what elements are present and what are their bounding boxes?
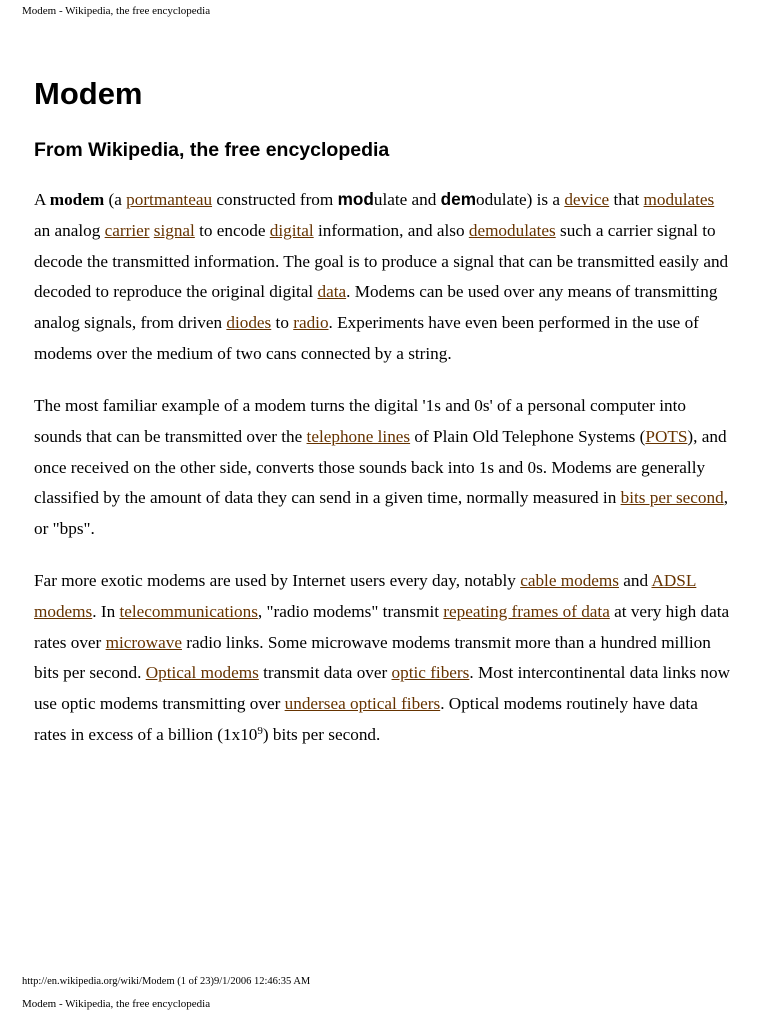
- link-telephone-lines[interactable]: telephone lines: [306, 426, 411, 446]
- link-diodes[interactable]: diodes: [226, 313, 272, 333]
- link-repeating-frames-of-data[interactable]: repeating frames of data: [443, 601, 610, 621]
- text: at very high data rates over: [34, 601, 730, 652]
- link-data[interactable]: data: [317, 282, 347, 302]
- link-demodulates[interactable]: demodulates: [468, 220, 556, 240]
- text: and: [618, 571, 652, 590]
- text: transmit data over: [258, 663, 392, 683]
- link-modulates[interactable]: modulates: [643, 190, 715, 209]
- text: . Modems can be used over any means of transmitting analog signals, from driven: [34, 282, 718, 333]
- text: ) bits per second.: [262, 724, 381, 744]
- page-title: Modem: [34, 76, 143, 111]
- text: radio links. Some microwave modems transmit more than a hundred million bits per second.: [34, 632, 711, 683]
- link-radio[interactable]: radio: [293, 313, 329, 333]
- bold-term-dem: dem: [440, 189, 477, 209]
- link-undersea-optical-fibers[interactable]: undersea optical fibers: [284, 694, 441, 714]
- text: ulate and: [373, 190, 441, 209]
- paragraph-exotic-modems: [34, 566, 734, 751]
- text: such a carrier signal to decode the transmitted information. The goal is to produce a signal that can be transmitted easily and decoded to reproduce the original digital: [34, 220, 729, 302]
- text: of Plain Old Telephone Systems (: [410, 426, 646, 446]
- text: . Experiments have even been performed in the use of modems over the medium of two cans connected by a string.: [34, 313, 699, 363]
- link-cable-modems[interactable]: cable modems: [520, 571, 619, 590]
- text: . In: [92, 601, 120, 621]
- text: , or "bps".: [34, 488, 728, 539]
- link-optic-fibers[interactable]: optic fibers: [391, 663, 470, 683]
- paragraph-familiar-example: [34, 391, 734, 545]
- footer-url: http://en.wikipedia.org/wiki/Modem (1 of 23)9/1/2006 12:46:35 AM: [22, 976, 311, 987]
- link-optical-modems[interactable]: Optical modems: [145, 663, 259, 683]
- superscript-exponent: 9: [257, 724, 263, 737]
- text: . Optical modems routinely have data rates in excess of a billion (1x10: [34, 694, 698, 744]
- text: to encode: [194, 220, 270, 240]
- text: The most familiar example of a modem turns the digital '1s and 0s' of a personal computer into sounds that can be transmitted over the: [34, 396, 686, 446]
- text: . Most intercontinental data links now use optic modems transmitting over: [34, 663, 730, 714]
- text: A: [34, 190, 50, 209]
- link-pots[interactable]: POTS: [645, 426, 688, 446]
- text: constructed from: [212, 190, 338, 209]
- text: information, and also: [313, 220, 469, 240]
- text: that: [609, 190, 644, 209]
- link-adsl-modems[interactable]: ADSL modems: [34, 571, 697, 621]
- link-digital[interactable]: digital: [269, 220, 314, 240]
- link-device[interactable]: device: [564, 190, 610, 209]
- link-microwave[interactable]: microwave: [105, 632, 182, 652]
- link-bits-per-second[interactable]: bits per second: [620, 488, 724, 508]
- link-portmanteau[interactable]: portmanteau: [126, 190, 213, 209]
- text: Far more exotic modems are used by Internet users every day, notably: [34, 571, 521, 590]
- link-telecommunications[interactable]: telecommunications: [119, 601, 258, 621]
- bold-term-modem: modem: [49, 190, 105, 209]
- page-subtitle: From Wikipedia, the free encyclopedia: [34, 139, 390, 161]
- text: odulate) is a: [476, 190, 565, 209]
- bold-term-mod: mod: [337, 189, 374, 209]
- footer-page-title: Modem - Wikipedia, the free encyclopedia: [22, 998, 211, 1010]
- text: ), and once received on the other side, converts those sounds back into 1s and 0s. Modems are generally classified by the amount of data they can send in a given time, normally measured in: [34, 426, 727, 508]
- text: (a: [104, 190, 127, 209]
- text: to: [271, 313, 294, 333]
- link-signal[interactable]: signal: [153, 220, 195, 240]
- page-header-title: Modem - Wikipedia, the free encyclopedia: [22, 5, 211, 17]
- paragraph-intro: [34, 184, 734, 370]
- link-carrier[interactable]: carrier: [104, 220, 150, 240]
- text: , "radio modems" transmit: [257, 601, 444, 621]
- text: an analog: [34, 220, 105, 240]
